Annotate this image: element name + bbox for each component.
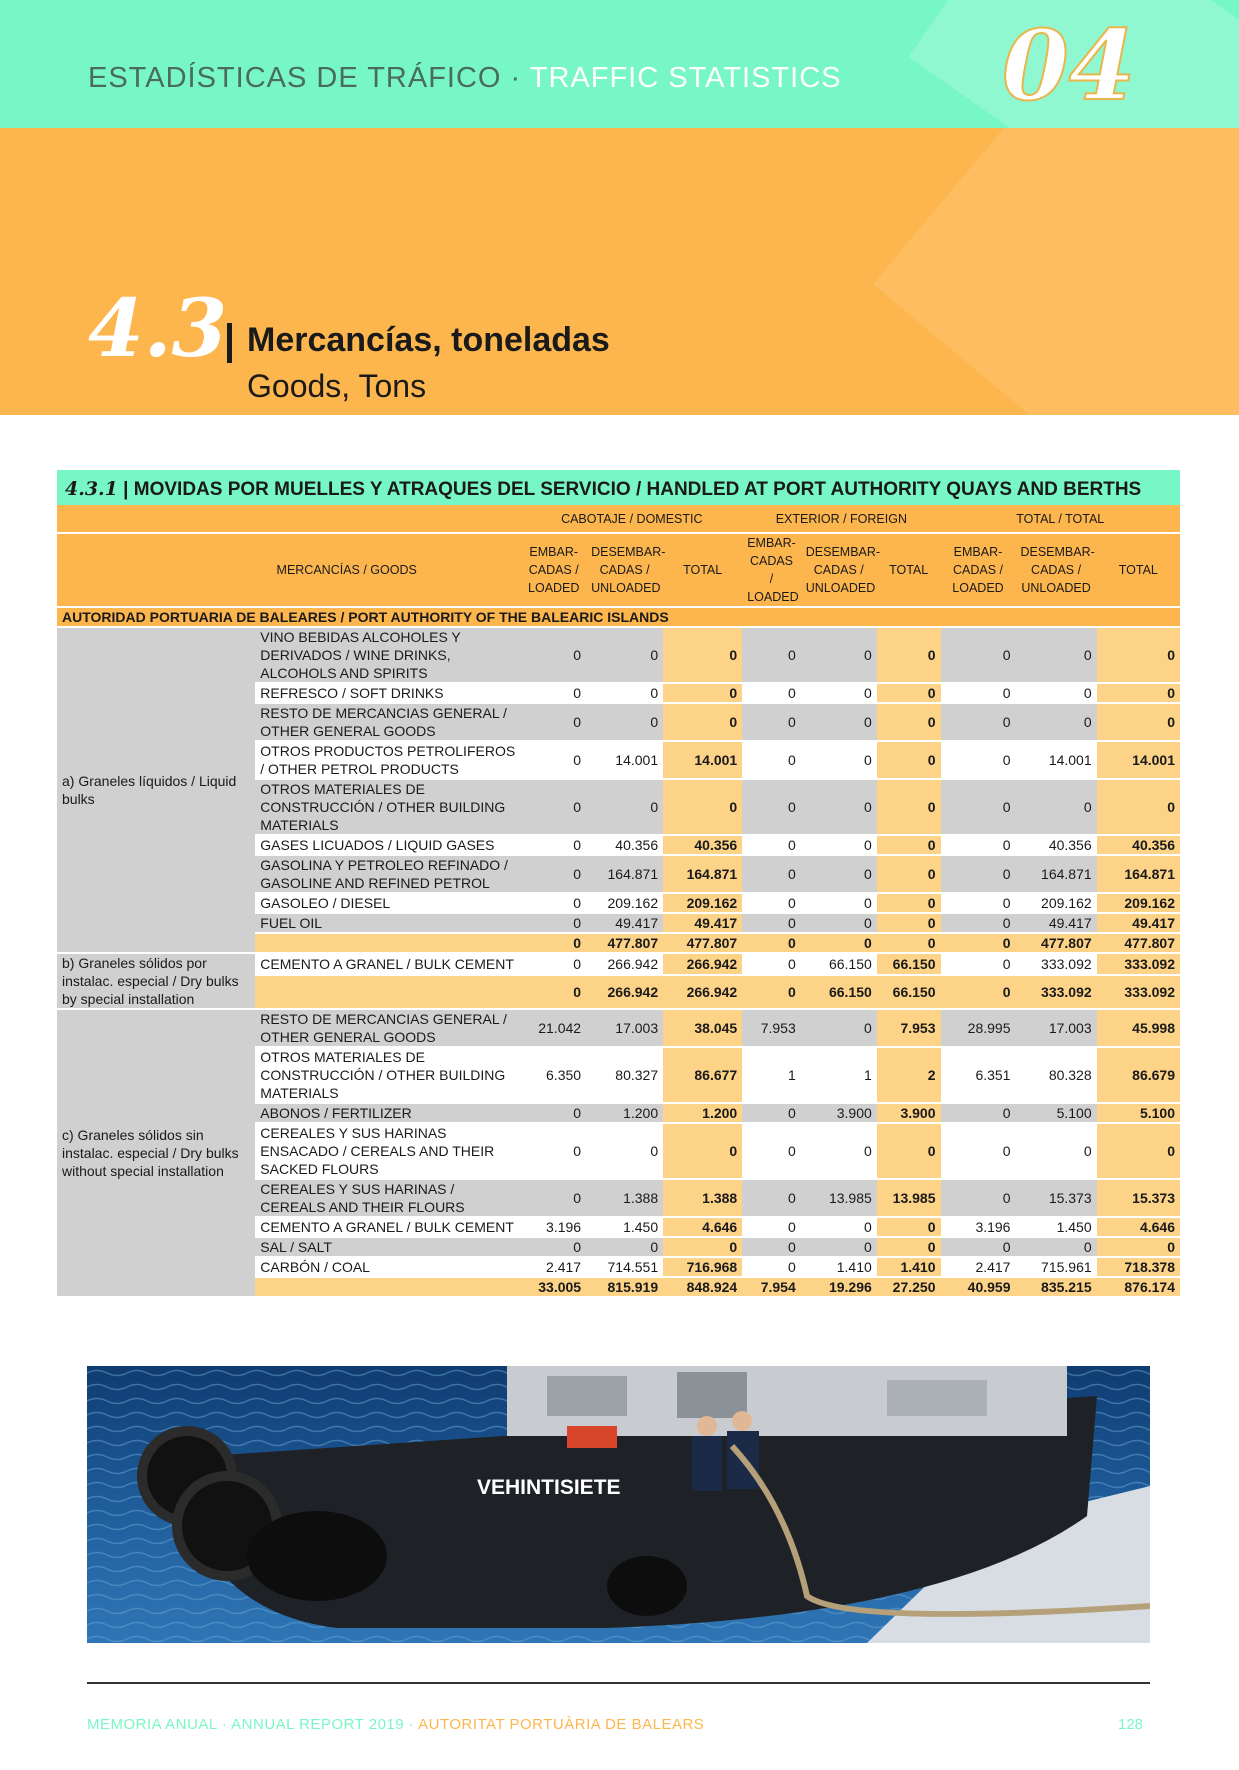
total-cell: 209.162 (1097, 893, 1180, 913)
value-cell: 0 (1015, 1237, 1096, 1257)
value-cell: 0 (941, 835, 1016, 855)
value-cell: 0 (521, 703, 586, 741)
value-cell: 0 (801, 741, 877, 779)
total-cell: 0 (877, 741, 941, 779)
total-cell: 45.998 (1097, 1009, 1180, 1047)
table-body (57, 627, 1180, 1297)
total-cell: 86.677 (663, 1047, 742, 1103)
value-cell: 0 (742, 1217, 801, 1237)
goods-name: OTROS MATERIALES DE CONSTRUCCIÓN / OTHER BUILDING MATERIALS (255, 1047, 521, 1103)
value-cell: 0 (586, 779, 663, 835)
value-cell: 1.388 (586, 1179, 663, 1217)
subtotal-cell: 477.807 (663, 933, 742, 953)
value-cell: 21.042 (521, 1009, 586, 1047)
section-title: Mercancías, toneladas (247, 321, 610, 359)
value-cell: 0 (521, 913, 586, 933)
table-number: 4.3.1 (65, 478, 118, 500)
tugboat-illustration (87, 1366, 1150, 1643)
total-cell: 0 (877, 683, 941, 703)
total-cell: 718.378 (1097, 1257, 1180, 1277)
chapter-number: 04 (1002, 9, 1136, 122)
subcol-header: EMBAR- CADAS / LOADED (941, 533, 1016, 607)
value-cell: 209.162 (586, 893, 663, 913)
value-cell: 0 (742, 779, 801, 835)
value-cell: 0 (941, 953, 1016, 975)
total-cell: 0 (877, 855, 941, 893)
value-cell: 0 (521, 893, 586, 913)
header-title-en: TRAFFIC STATISTICS (529, 62, 842, 94)
total-cell: 0 (663, 1123, 742, 1179)
value-cell: 0 (586, 703, 663, 741)
subtotal-cell: 66.150 (801, 975, 877, 1009)
value-cell: 0 (742, 835, 801, 855)
value-cell: 0 (1015, 683, 1096, 703)
footer-divider (87, 1682, 1150, 1684)
footer-text (87, 1716, 704, 1733)
boat-name: VEHINTISIETE (477, 1476, 621, 1499)
value-cell: 0 (1015, 1123, 1096, 1179)
total-cell: 0 (1097, 703, 1180, 741)
total-cell: 40.356 (1097, 835, 1180, 855)
value-cell: 3.196 (941, 1217, 1016, 1237)
value-cell: 80.327 (586, 1047, 663, 1103)
subtotal-cell: 27.250 (877, 1277, 941, 1297)
value-cell: 0 (1015, 627, 1096, 683)
table-row (57, 627, 1180, 683)
value-cell: 714.551 (586, 1257, 663, 1277)
total-cell: 0 (663, 1237, 742, 1257)
value-cell: 0 (801, 1009, 877, 1047)
value-cell: 1.200 (586, 1103, 663, 1123)
subtotal-cell: 19.296 (801, 1277, 877, 1297)
value-cell: 14.001 (1015, 741, 1096, 779)
total-cell: 164.871 (1097, 855, 1180, 893)
value-cell: 0 (941, 683, 1016, 703)
section-divider (227, 323, 232, 363)
group-header-total: TOTAL / TOTAL (941, 505, 1181, 533)
subcol-header: EMBAR- CADAS / LOADED (521, 533, 586, 607)
header-band (0, 0, 1239, 128)
subtotal-cell: 0 (742, 933, 801, 953)
total-cell: 4.646 (663, 1217, 742, 1237)
value-cell: 3.900 (801, 1103, 877, 1123)
total-cell: 0 (1097, 1123, 1180, 1179)
goods-name: CEREALES Y SUS HARINAS / CEREALS AND THEIR FLOURS (255, 1179, 521, 1217)
table-title (57, 470, 1180, 505)
value-cell: 0 (941, 1103, 1016, 1123)
group-header-row (57, 505, 1180, 533)
total-cell: 0 (877, 703, 941, 741)
subtotal-cell: 477.807 (586, 933, 663, 953)
value-cell: 0 (521, 627, 586, 683)
value-cell: 0 (1015, 703, 1096, 741)
goods-name: VINO BEBIDAS ALCOHOLES Y DERIVADOS / WINE DRINKS, ALCOHOLS AND SPIRITS (255, 627, 521, 683)
value-cell: 1.450 (586, 1217, 663, 1237)
value-cell: 1.450 (1015, 1217, 1096, 1237)
subtotal-cell: 848.924 (663, 1277, 742, 1297)
subcol-header: DESEMBAR- CADAS / UNLOADED (1015, 533, 1096, 607)
value-cell: 0 (521, 1103, 586, 1123)
total-cell: 164.871 (663, 855, 742, 893)
value-cell: 0 (521, 1179, 586, 1217)
subtotal-cell: 835.215 (1015, 1277, 1096, 1297)
section-subtitle: Goods, Tons (247, 368, 427, 404)
total-cell: 0 (877, 913, 941, 933)
value-cell: 0 (941, 1123, 1016, 1179)
value-cell: 266.942 (586, 953, 663, 975)
total-cell: 1.410 (877, 1257, 941, 1277)
value-cell: 0 (801, 1237, 877, 1257)
subtotal-cell: 0 (801, 933, 877, 953)
value-cell: 0 (742, 1179, 801, 1217)
value-cell: 15.373 (1015, 1179, 1096, 1217)
total-cell: 0 (877, 1217, 941, 1237)
value-cell: 1 (801, 1047, 877, 1103)
total-cell: 49.417 (663, 913, 742, 933)
subcol-header: EMBAR- CADAS / LOADED (742, 533, 801, 607)
total-cell: 0 (877, 893, 941, 913)
subtotal-cell: 266.942 (586, 975, 663, 1009)
value-cell: 3.196 (521, 1217, 586, 1237)
table-row (57, 1009, 1180, 1047)
total-cell: 40.356 (663, 835, 742, 855)
table-title-text: | MOVIDAS POR MUELLES Y ATRAQUES DEL SERVICIO / HANDLED AT PORT AUTHORITY QUAYS AND BERTHS (117, 479, 1142, 500)
value-cell: 0 (801, 627, 877, 683)
goods-name: GASOLINA Y PETROLEO REFINADO / GASOLINE AND REFINED PETROL (255, 855, 521, 893)
subcol-header: TOTAL (663, 533, 742, 607)
total-cell: 38.045 (663, 1009, 742, 1047)
header-title-es: ESTADÍSTICAS DE TRÁFICO · (88, 62, 530, 94)
value-cell: 0 (1015, 779, 1096, 835)
value-cell: 209.162 (1015, 893, 1096, 913)
subtotal-cell: 266.942 (663, 975, 742, 1009)
value-cell: 28.995 (941, 1009, 1016, 1047)
value-cell: 0 (801, 855, 877, 893)
total-cell: 2 (877, 1047, 941, 1103)
category-label: c) Graneles sólidos sin instalac. especial / Dry bulks without special installation (57, 1009, 255, 1297)
footer-report: MEMORIA ANUAL · ANNUAL REPORT 2019 · (87, 1716, 419, 1733)
total-cell: 14.001 (1097, 741, 1180, 779)
total-cell: 0 (877, 1237, 941, 1257)
total-cell: 0 (1097, 779, 1180, 835)
total-cell: 7.953 (877, 1009, 941, 1047)
column-header-row (57, 533, 1180, 607)
value-cell: 0 (521, 779, 586, 835)
subtotal-cell: 477.807 (1015, 933, 1096, 953)
subcol-header: TOTAL (877, 533, 941, 607)
goods-name: CEMENTO A GRANEL / BULK CEMENT (255, 953, 521, 975)
group-header-foreign: EXTERIOR / FOREIGN (742, 505, 940, 533)
goods-name: OTROS MATERIALES DE CONSTRUCCIÓN / OTHER BUILDING MATERIALS (255, 779, 521, 835)
authority-row (57, 607, 1180, 627)
total-cell: 0 (663, 627, 742, 683)
value-cell: 0 (801, 683, 877, 703)
value-cell: 13.985 (801, 1179, 877, 1217)
value-cell: 0 (521, 855, 586, 893)
authority-label: AUTORIDAD PORTUARIA DE BALEARES / PORT AUTHORITY OF THE BALEARIC ISLANDS (57, 607, 1180, 627)
value-cell: 715.961 (1015, 1257, 1096, 1277)
goods-table (57, 505, 1180, 1298)
value-cell: 0 (941, 703, 1016, 741)
subtotal-cell: 0 (521, 933, 586, 953)
total-cell: 0 (877, 835, 941, 855)
subtotal-cell: 7.954 (742, 1277, 801, 1297)
value-cell: 0 (586, 627, 663, 683)
goods-name: OTROS PRODUCTOS PETROLIFEROS / OTHER PETROL PRODUCTS (255, 741, 521, 779)
value-cell: 6.351 (941, 1047, 1016, 1103)
subtotal-cell: 815.919 (586, 1277, 663, 1297)
goods-column-header: MERCANCÍAS / GOODS (57, 533, 521, 607)
total-cell: 0 (663, 779, 742, 835)
subtotal-cell: 0 (941, 975, 1016, 1009)
value-cell: 0 (941, 779, 1016, 835)
value-cell: 0 (801, 835, 877, 855)
category-label: b) Graneles sólidos por instalac. especial / Dry bulks by special installation (57, 953, 255, 1009)
page-number: 128 (1118, 1716, 1144, 1733)
value-cell: 164.871 (586, 855, 663, 893)
value-cell: 1.410 (801, 1257, 877, 1277)
value-cell: 0 (941, 855, 1016, 893)
value-cell: 0 (801, 893, 877, 913)
total-cell: 0 (1097, 683, 1180, 703)
value-cell: 0 (742, 1257, 801, 1277)
value-cell: 0 (586, 1123, 663, 1179)
value-cell: 0 (742, 627, 801, 683)
total-cell: 13.985 (877, 1179, 941, 1217)
subtotal-cell: 40.959 (941, 1277, 1016, 1297)
value-cell: 0 (941, 913, 1016, 933)
value-cell: 6.350 (521, 1047, 586, 1103)
subtotal-cell: 0 (941, 933, 1016, 953)
section-band (0, 128, 1239, 415)
total-cell: 0 (663, 703, 742, 741)
goods-name: CEMENTO A GRANEL / BULK CEMENT (255, 1217, 521, 1237)
total-cell: 14.001 (663, 741, 742, 779)
header-title (88, 62, 842, 95)
subcol-header: TOTAL (1097, 533, 1180, 607)
value-cell: 0 (521, 1123, 586, 1179)
goods-name: CEREALES Y SUS HARINAS ENSACADO / CEREALS AND THEIR SACKED FLOURS (255, 1123, 521, 1179)
value-cell: 0 (742, 683, 801, 703)
subtotal-cell: 876.174 (1097, 1277, 1180, 1297)
value-cell: 0 (521, 953, 586, 975)
total-cell: 0 (877, 779, 941, 835)
value-cell: 0 (742, 1123, 801, 1179)
goods-name: CARBÓN / COAL (255, 1257, 521, 1277)
value-cell: 0 (742, 1237, 801, 1257)
value-cell: 0 (521, 683, 586, 703)
tugboat-photo (87, 1366, 1150, 1643)
value-cell: 2.417 (521, 1257, 586, 1277)
value-cell: 0 (742, 855, 801, 893)
total-cell: 266.942 (663, 953, 742, 975)
value-cell: 14.001 (586, 741, 663, 779)
total-cell: 0 (1097, 1237, 1180, 1257)
value-cell: 66.150 (801, 953, 877, 975)
value-cell: 1 (742, 1047, 801, 1103)
value-cell: 0 (801, 779, 877, 835)
value-cell: 0 (941, 1237, 1016, 1257)
category-label: a) Graneles líquidos / Liquid bulks (57, 627, 255, 953)
value-cell: 0 (801, 703, 877, 741)
value-cell: 0 (801, 1217, 877, 1237)
value-cell: 0 (521, 741, 586, 779)
total-cell: 0 (877, 627, 941, 683)
value-cell: 0 (742, 1103, 801, 1123)
goods-name: GASOLEO / DIESEL (255, 893, 521, 913)
subcol-header: DESEMBAR- CADAS / UNLOADED (586, 533, 663, 607)
total-cell: 1.388 (663, 1179, 742, 1217)
value-cell: 2.417 (941, 1257, 1016, 1277)
value-cell: 0 (801, 1123, 877, 1179)
goods-name: GASES LICUADOS / LIQUID GASES (255, 835, 521, 855)
goods-table-container (57, 470, 1180, 1298)
value-cell: 0 (586, 683, 663, 703)
goods-name: RESTO DE MERCANCIAS GENERAL / OTHER GENERAL GOODS (255, 1009, 521, 1047)
value-cell: 7.953 (742, 1009, 801, 1047)
value-cell: 0 (941, 893, 1016, 913)
goods-name: SAL / SALT (255, 1237, 521, 1257)
subtotal-cell: 333.092 (1015, 975, 1096, 1009)
value-cell: 49.417 (586, 913, 663, 933)
value-cell: 40.356 (586, 835, 663, 855)
value-cell: 49.417 (1015, 913, 1096, 933)
total-cell: 0 (877, 1123, 941, 1179)
value-cell: 80.328 (1015, 1047, 1096, 1103)
subtotal-cell: 33.005 (521, 1277, 586, 1297)
value-cell: 0 (742, 953, 801, 975)
total-cell: 209.162 (663, 893, 742, 913)
footer-authority: AUTORITAT PORTUÀRIA DE BALEARS (418, 1716, 705, 1733)
value-cell: 164.871 (1015, 855, 1096, 893)
value-cell: 17.003 (586, 1009, 663, 1047)
subtotal-cell: 333.092 (1097, 975, 1180, 1009)
decorative-stripe (873, 128, 1239, 415)
value-cell: 0 (521, 1237, 586, 1257)
subtotal-cell: 0 (521, 975, 586, 1009)
total-cell: 333.092 (1097, 953, 1180, 975)
goods-name: FUEL OIL (255, 913, 521, 933)
value-cell: 0 (801, 913, 877, 933)
total-cell: 15.373 (1097, 1179, 1180, 1217)
total-cell: 4.646 (1097, 1217, 1180, 1237)
value-cell: 0 (742, 893, 801, 913)
value-cell: 0 (941, 1179, 1016, 1217)
value-cell: 17.003 (1015, 1009, 1096, 1047)
total-cell: 5.100 (1097, 1103, 1180, 1123)
total-cell: 86.679 (1097, 1047, 1180, 1103)
total-cell: 0 (1097, 627, 1180, 683)
goods-name: REFRESCO / SOFT DRINKS (255, 683, 521, 703)
table-row (57, 953, 1180, 975)
value-cell: 0 (521, 835, 586, 855)
goods-name: RESTO DE MERCANCIAS GENERAL / OTHER GENERAL GOODS (255, 703, 521, 741)
group-header-domestic: CABOTAJE / DOMESTIC (521, 505, 742, 533)
goods-name: ABONOS / FERTILIZER (255, 1103, 521, 1123)
total-cell: 66.150 (877, 953, 941, 975)
value-cell: 0 (742, 741, 801, 779)
subtotal-cell: 0 (877, 933, 941, 953)
total-cell: 3.900 (877, 1103, 941, 1123)
value-cell: 0 (586, 1237, 663, 1257)
total-cell: 49.417 (1097, 913, 1180, 933)
subcol-header: DESEMBAR- CADAS / UNLOADED (801, 533, 877, 607)
value-cell: 0 (742, 913, 801, 933)
value-cell: 5.100 (1015, 1103, 1096, 1123)
subtotal-cell: 477.807 (1097, 933, 1180, 953)
value-cell: 333.092 (1015, 953, 1096, 975)
value-cell: 40.356 (1015, 835, 1096, 855)
total-cell: 716.968 (663, 1257, 742, 1277)
section-number: 4.3 (88, 281, 228, 375)
subtotal-cell: 0 (742, 975, 801, 1009)
total-cell: 0 (663, 683, 742, 703)
value-cell: 0 (941, 627, 1016, 683)
total-cell: 1.200 (663, 1103, 742, 1123)
subtotal-cell: 66.150 (877, 975, 941, 1009)
value-cell: 0 (742, 703, 801, 741)
value-cell: 0 (941, 741, 1016, 779)
